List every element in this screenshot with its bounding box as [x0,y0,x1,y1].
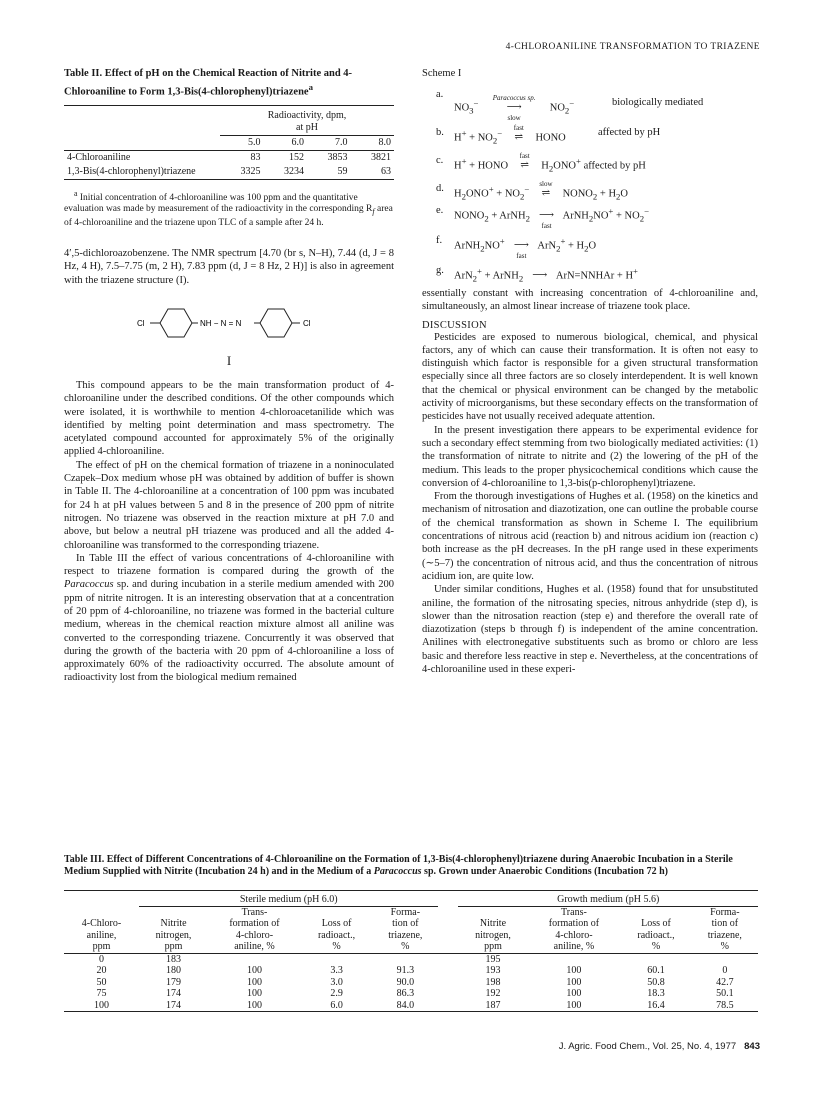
structure-drawing [64,293,394,397]
reaction-f: f. ArNH$_2$NO+ ⟶ fast $ArN_2^+ + H_2O$ [436,235,597,261]
table2-footnote: $^a$ Initial concentration of 4-chloroaniline was 100 ppm and the quantitative evaluation was made by measurement of the radioactivity in the corresponding $R_f$ area of 4-chloroaniline and the triazene upon TLC of a sample after 24 h. [64,188,393,228]
reaction-a: a. $NO_3^-$ Paracoccus sp. ⟶ slow $NO_2^-$ biologically mediated [436,89,704,123]
journal-citation: J. Agric. Food Chem., Vol. 25, No. 4, 1977 [558,1041,737,1052]
table-row: 20 180 100 3.3 91.3 193 100 60.1 0 [96,965,728,976]
reaction-scheme [422,85,758,287]
reaction-b: b. $H^+ + NO_2^-$ fast ⇌ HONO affected by pH [436,124,661,146]
page-footer [559,1041,760,1052]
benzene-ring-right [260,309,292,337]
table3-header: 4-Chloro- aniline, ppm Nitrite nitrogen, ppm Trans- formation of 4-chloro- aniline, % Loss of radioact., % Forma- tion of triazene, % Nitrite nitrogen, ppm Trans- formation of 4-chloro- aniline, % Loss of radioact., % Forma- tion of triazene, % [64,906,758,953]
structure-cl-right: Cl [303,318,311,328]
page-number: 843 [744,1041,760,1052]
reaction-e: e. $NONO_2$ + ArNH$_2$ ⟶ fast ArNH$_2$NO+ + $NO_2^-$ [436,205,649,231]
paragraph: Pesticides are exposed to numerous biological, chemical, and physical factors, any of which can cause their transformation. It is often not easy to distinguish which factor is responsible for a given structural transformation especially since all three factors are so closely interdependent. It is well known that the chemical or physical environment can be changed by the metabolic activity of microorganisms, but these secondary effects on the transformation of pesticides have not usually received adequate attention. [422,331,758,423]
table-row: 75 174 100 2.9 86.3 192 100 18.3 50.1 [96,988,734,999]
table-row: 0 183 195 [99,953,501,965]
right-column [422,68,758,676]
table2 [64,105,394,180]
benzene-ring-left [160,309,192,337]
table2-group-header: Radioactivity, dpm, at pH [267,109,347,133]
structure-cl-left: Cl [137,318,145,328]
table-row: 1,3-Bis(4-chlorophenyl)triazene 3325 3234 59 63 [64,165,394,180]
table-row: 4-Chloroaniline 83 152 3853 3821 [67,151,391,163]
scheme-title: Scheme I [422,68,462,79]
table3-group-growth: Growth medium (pH 5.6) [458,891,758,907]
structure-link: NH − N = N [200,318,242,328]
triazene-structure [64,293,394,397]
reaction-c: c. H+ + HONO fast ⇌ $H_2ONO^+$ affected by pH [436,152,646,174]
compound-numeral: I [226,352,232,368]
table3-group-sterile: Sterile medium (pH 6.0) [139,891,438,907]
paragraph: From the thorough investigations of Hughes et al. (1958) on the kinetics and mechanism of nitrosation and diazotization, one can outline the probable course of the chemical transformation as shown in Scheme I. The equilibrium concentrations of nitrous acid (reaction b) and nitrous acidium ion (reaction c) both increase as the pH decreases. In the pH range used in these experiments (∼5–7) the concentration of nitrous acid, and thus the concentration of nitrous acidium ion, are quite low. [422,491,758,582]
table-row: 100 174 100 6.0 84.0 187 100 16.4 78.5 [64,1000,758,1012]
reaction-g: g. ArN$_2$+ + ArNH$_2$ ⟶ ArN=NNHAr + H+ [436,265,638,284]
paragraph: The effect of pH on the chemical formation of triazene in a noninoculated Czapek–Dox medium whose pH was obtained by addition of buffer is shown in Table II. The 4-chloroaniline at a concentration of 100 ppm was incubated for 24 h at pH values between 5 and 8 in the presence of 200 ppm of nitrite nitrogen. No triazene was observed in the reaction mixture at pH 7.0 and above, but below a neutral pH triazene was produced and all the added 4-chloroaniline was transformed to the corresponding triazene. [64,459,394,551]
running-title: 4-CHLOROANILINE TRANSFORMATION TO TRIAZENE [505,42,760,52]
paragraph: Under similar conditions, Hughes et al. (1958) found that for unsubstituted aniline, the formation of the nitrosating species, nitrous anhydride (step d), is slower than the nitrosation reaction (step e) and therefore the overall rate of diazotization (steps b through f) is independent of the amine concentration. Anilines with electronegative substituents such as bromo or chloro are less basic and therefore less reactive in step e. Nevertheless, at the concentrations of 4-chloroaniline used in these experi- [422,584,758,676]
table3-caption: Table III. Effect of Different Concentrations of 4-Chloroaniline on the Formation of 1,3-Bis(4-chlorophenyl)triazene during Anaerobic Incubation in a Sterile Medium Supplied with Nitrite (Incubation 24 h) and in the Medium of a Paracoccus sp. Grown under Anaerobic Conditions (Incubation 72 h) [64,854,733,877]
reaction-d: d. $H_2ONO^+ + NO_2^-$ slow ⇌ $NONO_2 + H_2O$ [436,180,629,202]
paragraph: 4′,5-dichloroazobenzene. The NMR spectrum [4.70 (br s, N–H), 7.44 (d, J = 8 Hz, 4 H), 7.5–7.75 (m, 2 H), 7.83 ppm (d, J = 8 Hz, 2 H)] is also in agreement with the triazene structure (I). [64,248,394,286]
table-row: 50 179 100 3.0 90.0 198 100 50.8 42.7 [96,976,734,988]
table2-caption: Table II. Effect of pH on the Chemical Reaction of Nitrite and 4-Chloroaniline to Form 1,3-Bis(4-chlorophenyl)triazene$^a$ [64,68,353,97]
table2-ph: 5.0 [220,135,264,150]
paragraph: In the present investigation there appears to be experimental evidence for such a secondary effect stemming from two biologically mediated activities: (1) the transformation of nitrate to nitrite and (2) the lowering of the pH of the medium. This leads to the proper physicochemical conditions which cause the conversion of 4-chloroaniline to 1,3-bis(p-chlorophenyl)triazene. [422,424,758,489]
table2-ph: 7.0 [307,135,351,150]
paragraph: In Table III the effect of various concentrations of 4-chloroaniline with respect to triazene formation is compared during the growth of the Paracoccus sp. and during incubation in a sterile medium amended with 200 ppm of nitrite nitrogen. It is an interesting observation that at a concentration of 20 ppm of 4-chloroaniline, no triazene was formed in the bacterial culture medium, whereas in the chemical reaction mixture almost all aniline was converted to the corresponding triazene. Concurrently it was observed that during the growth of the bacteria with 20 ppm of 4-chloroaniline a loss of approximately 60% of the radioactivity occurred. The absolute amount of radioactivity lost from the biological medium remained [64,552,394,684]
table3 [64,890,758,1012]
table2-ph: 6.0 [264,135,308,150]
table2-ph: 8.0 [351,135,395,150]
left-column [64,68,394,685]
paragraph: This compound appears to be the main transformation product of 4-chloroaniline under the described conditions. Of the other compounds which were isolated, it is worthwhile to mention 4-chloroacetanilide which was identified by melting point determination and mass spectrometry. The acetylated compound accounted for approximately 5% of the originally applied 4-chloroaniline. [64,379,394,458]
paragraph: essentially constant with increasing concentration of 4-chloroaniline and, simultaneously, an almost linear increase of triazene took place. [422,288,758,313]
section-heading: DISCUSSION [422,319,487,331]
